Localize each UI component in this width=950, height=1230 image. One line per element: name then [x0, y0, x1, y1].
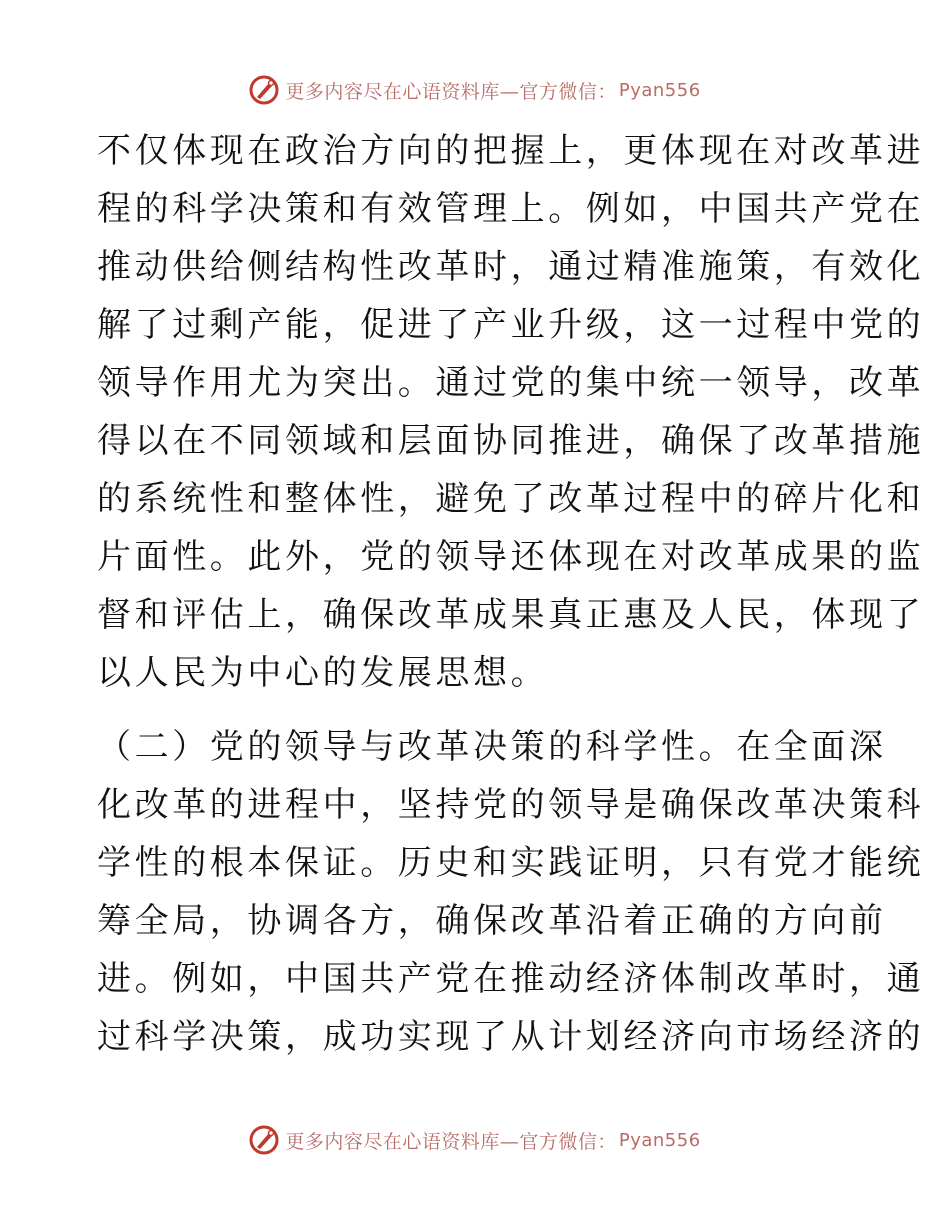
text-line: 不仅体现在政治方向的把握上，更体现在对改革进	[97, 131, 925, 171]
text-line: 筹全局，协调各方，确保改革沿着正确的方向前	[97, 901, 887, 941]
text-line: 过科学决策，成功实现了从计划经济向市场经济的	[97, 1017, 925, 1057]
text-line: 得以在不同领域和层面协同推进，确保了改革措施	[97, 421, 925, 461]
paragraph-2	[97, 718, 925, 1066]
watermark-account: Pyan556	[618, 79, 701, 101]
document-body	[97, 122, 925, 1066]
text-line: 以人民为中心的发展思想。	[97, 653, 549, 693]
text-line: 的系统性和整体性，避免了改革过程中的碎片化和	[97, 479, 925, 519]
footer-watermark	[0, 1120, 950, 1160]
watermark-text: 更多内容尽在心语资料库—官方微信：	[285, 80, 617, 103]
text-line: 解了过剩产能，促进了产业升级，这一过程中党的	[97, 305, 925, 345]
text-line: 程的科学决策和有效管理上。例如，中国共产党在	[97, 189, 925, 229]
text-line: 督和评估上，确保改革成果真正惠及人民，体现了	[97, 595, 925, 635]
watermark-account: Pyan556	[618, 1129, 701, 1151]
text-line: 化改革的进程中，坚持党的领导是确保改革决策科	[97, 785, 925, 825]
text-line: 学性的根本保证。历史和实践证明，只有党才能统	[97, 843, 925, 883]
text-line: 推动供给侧结构性改革时，通过精准施策，有效化	[97, 247, 925, 287]
text-line: 领导作用尤为突出。通过党的集中统一领导，改革	[97, 363, 925, 403]
pen-logo-icon	[249, 1125, 279, 1155]
watermark-text: 更多内容尽在心语资料库—官方微信：	[285, 1130, 617, 1153]
text-line: 片面性。此外，党的领导还体现在对改革成果的监	[97, 537, 925, 577]
text-line: 进。例如，中国共产党在推动经济体制改革时，通	[97, 959, 925, 999]
text-line: （二）党的领导与改革决策的科学性。在全面深	[97, 727, 887, 767]
pen-logo-icon	[249, 75, 279, 105]
paragraph-1	[97, 122, 925, 702]
header-watermark	[0, 70, 950, 110]
